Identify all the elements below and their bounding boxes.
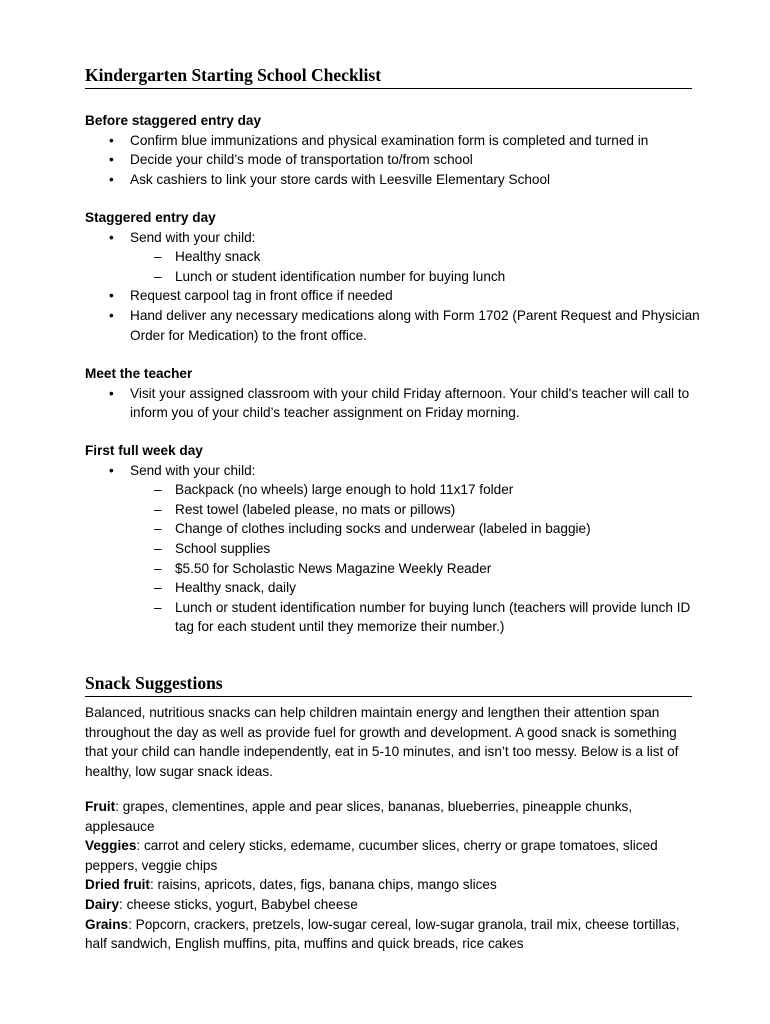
- category-label: Veggies: [85, 838, 137, 854]
- section-title: Staggered entry day: [85, 210, 216, 225]
- list-item: • Confirm blue immunizations and physical examination form is completed and turned in: [85, 131, 700, 151]
- list-item: • Request carpool tag in front office if needed: [85, 286, 700, 306]
- list-item: • Decide your child’s mode of transportation to/from school: [85, 150, 700, 170]
- category-label: Dairy: [85, 896, 120, 912]
- list-item: • Visit your assigned classroom with your child Friday afternoon. Your child's teacher will call to inform you of your child’s teacher assignment on Friday morning.: [85, 384, 700, 423]
- bullet-list: [85, 228, 700, 346]
- section-title: Meet the teacher: [85, 366, 193, 381]
- list-item: [85, 461, 700, 637]
- category-label: Dried fruit: [85, 877, 150, 893]
- list-item-text: Send with your child:: [130, 462, 256, 478]
- list-item: [85, 228, 700, 287]
- sub-list-item: – Change of clothes including socks and underwear (labeled in baggie): [85, 519, 700, 539]
- snack-categories: [85, 797, 693, 954]
- category-label: Grains: [85, 916, 129, 932]
- sub-list-item: – Lunch or student identification number for buying lunch: [85, 267, 700, 287]
- snack-suggestions-title: Snack Suggestions: [85, 672, 692, 697]
- food-category-fruit: [85, 797, 693, 836]
- section-title: Before staggered entry day: [85, 113, 262, 128]
- sub-list-item: – Lunch or student identification number for buying lunch (teachers will provide lunch ID tag for each student until they memorize their number.): [85, 598, 700, 637]
- bullet-list: [85, 384, 700, 423]
- section-before-staggered-entry: [85, 111, 700, 189]
- sub-list: [130, 247, 700, 286]
- category-text: : grapes, clementines, apple and pear slices, bananas, blueberries, pineapple chunks, applesauce: [85, 799, 633, 834]
- food-category-dried-fruit: [85, 875, 693, 895]
- category-text: : raisins, apricots, dates, figs, banana chips, mango slices: [149, 877, 497, 893]
- sub-list-item: – Rest towel (labeled please, no mats or pillows): [85, 500, 700, 520]
- section-staggered-entry: [85, 208, 700, 345]
- list-item: • Hand deliver any necessary medications along with Form 1702 (Parent Request and Physician Order for Medication) to the front office.: [85, 306, 700, 345]
- food-category-grains: [85, 915, 693, 954]
- section-meet-the-teacher: [85, 364, 700, 423]
- intro-paragraph: Balanced, nutritious snacks can help children maintain energy and lengthen their attention span throughout the day as well as provide fuel for growth and development. A good snack is something that your child can handle independently, eat in 5-10 minutes, and isn’t too messy. Below is a list of healthy, low sugar snack ideas.: [85, 705, 679, 779]
- sub-list: [130, 480, 700, 637]
- food-category-dairy: [85, 895, 693, 915]
- snack-intro: [85, 703, 693, 781]
- sub-list-item: – School supplies: [85, 539, 700, 559]
- bullet-list: [85, 131, 700, 190]
- list-item-text: Send with your child:: [130, 229, 256, 245]
- list-item: • Ask cashiers to link your store cards with Leesville Elementary School: [85, 170, 700, 190]
- section-first-full-week: [85, 441, 700, 637]
- sub-list-item: – Healthy snack: [85, 247, 700, 267]
- food-category-veggies: [85, 836, 693, 875]
- sub-list-item: – Backpack (no wheels) large enough to hold 11x17 folder: [85, 480, 700, 500]
- checklist-title: Kindergarten Starting School Checklist: [85, 64, 692, 89]
- category-label: Fruit: [85, 799, 116, 814]
- category-text: : cheese sticks, yogurt, Babybel cheese: [119, 896, 358, 912]
- category-text: : Popcorn, crackers, pretzels, low-sugar cereal, low-sugar granola, trail mix, cheese tortillas, half sandwich, English muffins, pita, muffins and quick breads, rice cakes: [85, 916, 680, 952]
- category-text: : carrot and celery sticks, edemame, cucumber slices, cherry or grape tomatoes, sliced peppers, veggie chips: [85, 838, 658, 873]
- sub-list-item: – Healthy snack, daily: [85, 578, 700, 598]
- section-title: First full week day: [85, 443, 203, 458]
- sub-list-item: – $5.50 for Scholastic News Magazine Weekly Reader: [85, 559, 700, 579]
- bullet-list: [85, 461, 700, 637]
